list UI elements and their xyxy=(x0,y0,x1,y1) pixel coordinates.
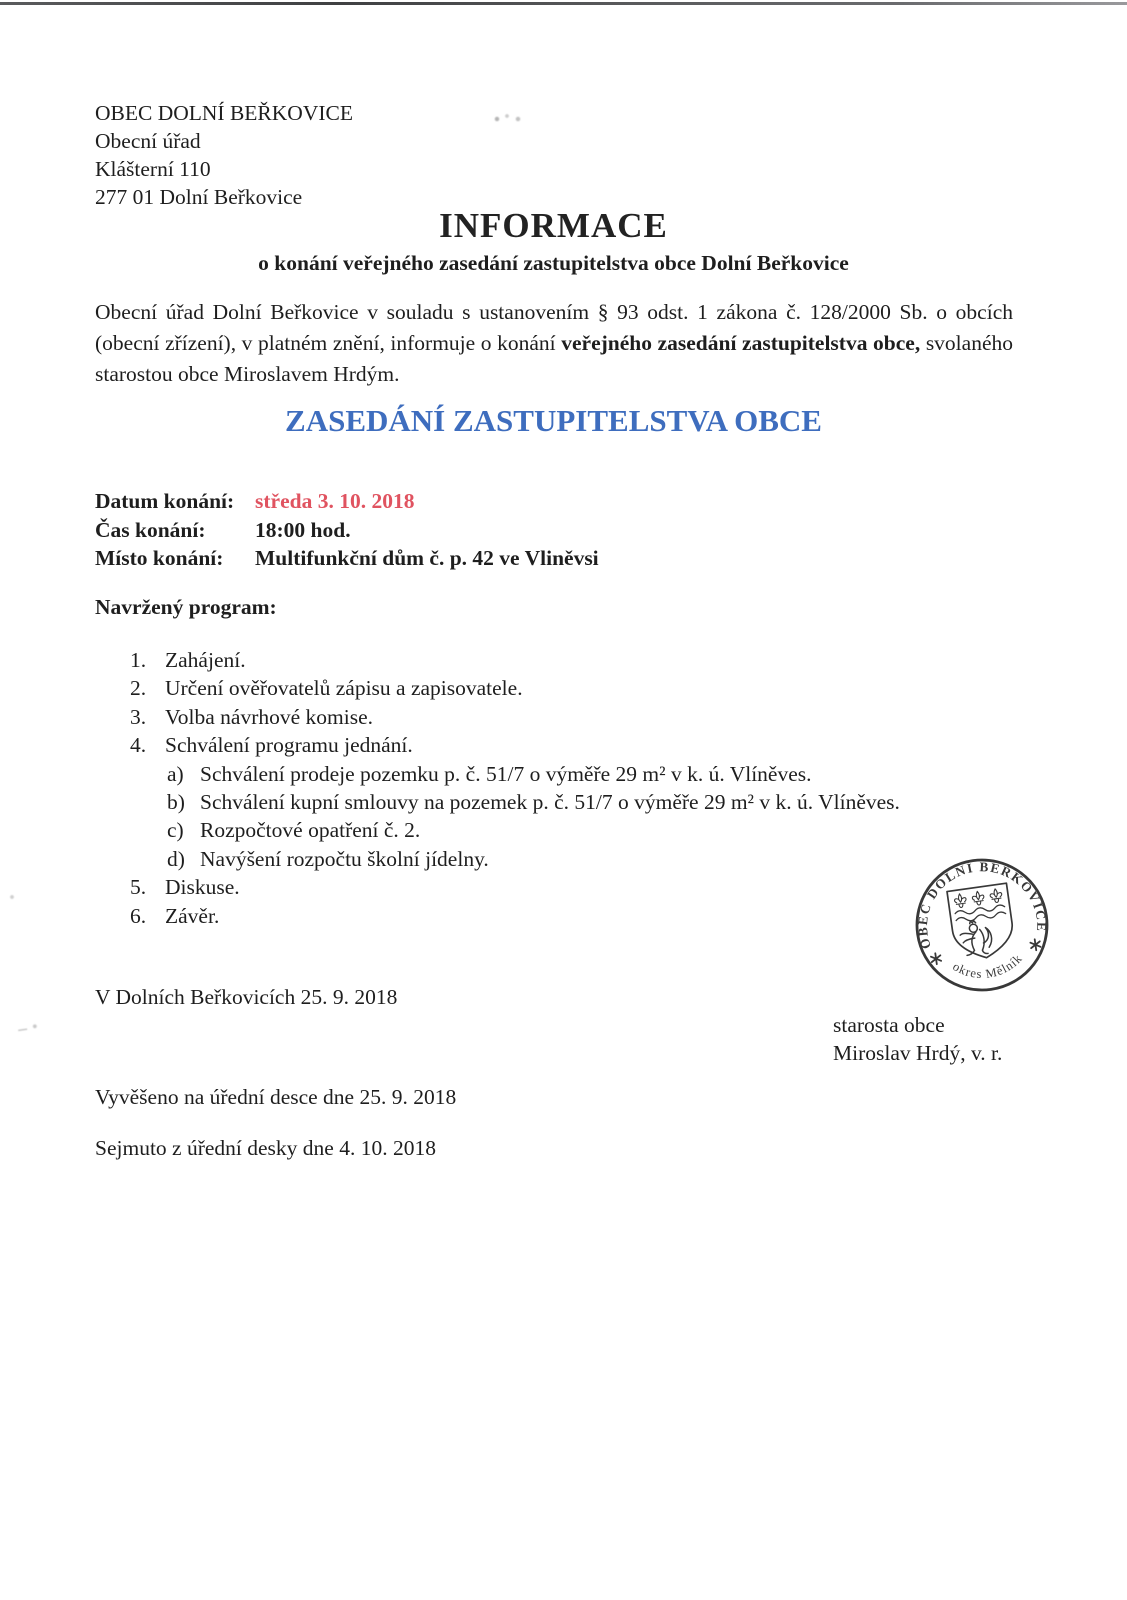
program-item xyxy=(95,873,900,901)
detail-row-date xyxy=(95,487,599,516)
signature-role: starosta obce xyxy=(833,1013,945,1037)
program-item-text: Rozpočtové opatření č. 2. xyxy=(200,818,421,843)
meeting-details xyxy=(95,487,599,573)
program-item-marker: 3. xyxy=(130,704,147,729)
program-item-text: Diskuse. xyxy=(165,875,240,900)
removed-note: Sejmuto z úřední desky dne 4. 10. 2018 xyxy=(95,1136,436,1160)
program-item-marker: a) xyxy=(167,761,184,786)
program-item xyxy=(95,731,900,759)
dateline: V Dolních Beřkovicích 25. 9. 2018 xyxy=(95,985,398,1009)
program-item xyxy=(95,674,900,702)
svg-text:OBEC DOLNÍ BEŘKOVICE xyxy=(912,855,1051,951)
program-item-marker: 6. xyxy=(130,903,147,928)
program-item-text: Schválení programu jednání. xyxy=(165,733,413,758)
detail-label: Místo konání: xyxy=(95,546,224,570)
sender-block xyxy=(95,99,353,211)
scan-artifact xyxy=(492,110,526,126)
program-item-text: Závěr. xyxy=(165,903,220,928)
program-item-text: Schválení kupní smlouvy na pozemek p. č. 51/7 o výměře 29 m² v k. ú. Vlíněves. xyxy=(200,790,900,815)
program-subitem xyxy=(95,788,900,816)
fleur-de-lis-icon xyxy=(954,893,967,908)
signature-name: Miroslav Hrdý, v. r. xyxy=(833,1041,1003,1065)
program-item-marker: c) xyxy=(167,818,184,843)
meeting-heading: ZASEDÁNÍ ZASTUPITELSTVA OBCE xyxy=(285,403,822,438)
intro-paragraph xyxy=(95,297,1013,390)
municipal-seal-stamp xyxy=(912,855,1052,995)
program-item-marker: d) xyxy=(167,846,185,871)
program-item-text: Zahájení. xyxy=(165,648,246,672)
intro-text-before: Obecní úřad Dolní Beřkovice v souladu s ustanovením § 93 odst. 1 zákona č. 128/2000 Sb. o obcích (obecní zřízení), v platném znění, informuje o konání xyxy=(95,300,1013,355)
stamp-ring-text: OBEC DOLNÍ BEŘKOVICE xyxy=(914,859,1050,951)
program-subitem xyxy=(95,816,900,844)
detail-label: Datum konání: xyxy=(95,489,235,513)
sender-city: 277 01 Dolní Beřkovice xyxy=(95,185,303,209)
posted-note: Vyvěšeno na úřední desce dne 25. 9. 2018 xyxy=(95,1085,457,1109)
sender-municipality: OBEC DOLNÍ BEŘKOVICE xyxy=(95,101,353,125)
program-item-marker: 1. xyxy=(130,648,147,672)
star-icon xyxy=(931,953,942,965)
detail-value-place: Multifunkční dům č. p. 42 ve Vliněvsi xyxy=(255,546,599,570)
scan-artifact xyxy=(8,893,18,903)
program-item-marker: 5. xyxy=(130,875,147,900)
intro-text-bold: veřejného zasedání zastupitelstva obce, xyxy=(561,331,921,355)
program-list xyxy=(95,646,900,930)
star-icon xyxy=(1030,939,1041,951)
program-item-text: Schválení prodeje pozemku p. č. 51/7 o výměře 29 m² v k. ú. Vlíněves. xyxy=(200,761,812,786)
detail-row-time xyxy=(95,516,599,545)
intro-text-after: svolaného starostou obce Miroslavem Hrdým. xyxy=(95,331,1013,386)
fleur-de-lis-icon xyxy=(989,888,1002,903)
notice-subtitle: o konání veřejného zasedání zastupitelstva obce Dolní Beřkovice xyxy=(258,251,849,275)
program-item-text: Volba návrhové komise. xyxy=(165,704,373,729)
program-heading: Navržený program: xyxy=(95,595,277,619)
notice-title: INFORMACE xyxy=(439,206,668,245)
scan-artifact xyxy=(15,1020,44,1036)
sender-office: Obecní úřad xyxy=(95,129,201,153)
detail-label: Čas konání: xyxy=(95,517,206,542)
program-item-marker: 2. xyxy=(130,676,147,701)
program-item xyxy=(95,902,900,930)
detail-value-date: středa 3. 10. 2018 xyxy=(255,489,415,513)
detail-row-place xyxy=(95,544,599,573)
program-item-marker: b) xyxy=(167,790,185,815)
scan-edge-line xyxy=(0,2,1127,5)
stamp-bottom-text: okres Mělník xyxy=(950,951,1026,982)
program-item xyxy=(95,703,900,731)
program-item-text: Určení ověřovatelů zápisu a zapisovatele. xyxy=(165,676,523,701)
program-item-marker: 4. xyxy=(130,733,147,758)
sender-street: Klášterní 110 xyxy=(95,157,211,181)
fleur-de-lis-icon xyxy=(972,891,985,906)
program-subitem xyxy=(95,845,900,873)
program-item xyxy=(95,646,900,674)
signature-block xyxy=(833,1011,1002,1067)
detail-value-time: 18:00 hod. xyxy=(255,517,351,542)
lion-rampant-icon xyxy=(958,918,993,956)
program-item-text: Navýšení rozpočtu školní jídelny. xyxy=(200,846,489,871)
program-subitem xyxy=(95,760,900,788)
